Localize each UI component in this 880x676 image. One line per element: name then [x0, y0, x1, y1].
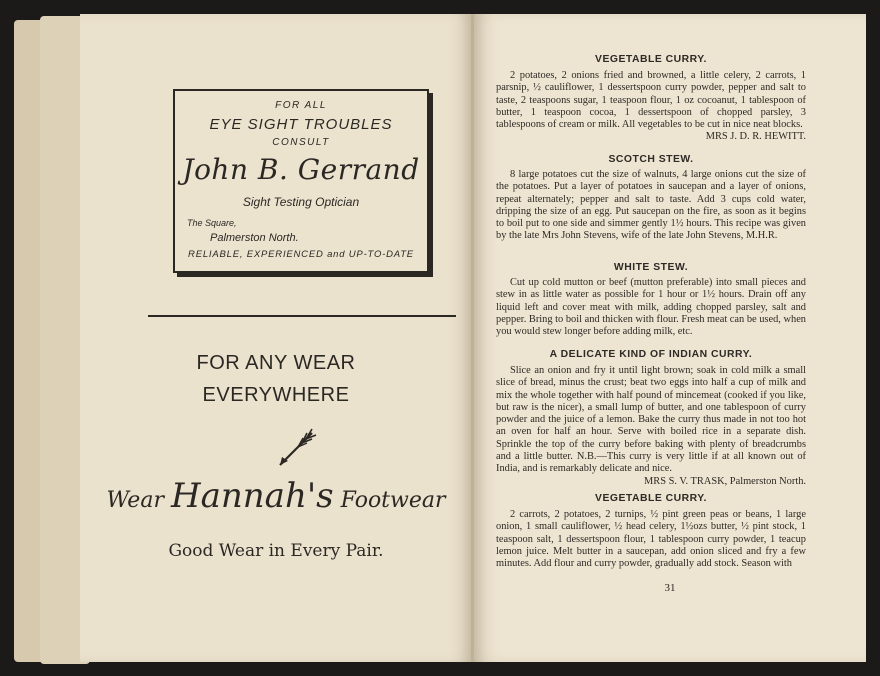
divider-rule: [148, 315, 456, 317]
ad-line-eye-sight: EYE SIGHT TROUBLES: [209, 116, 393, 133]
recipe-text: 2 carrots, 2 potatoes, 2 turnips, ½ pint green peas or beans, 1 large onion, 1 small cauliflower, ½ head celery, 1½ozs butter, ½ pint stock, 1 teaspoon salt, 1 dessertspoon flour, 1 tablespoon curry powder, 1 teacup lemon juice. Melt butter in a saucepan, add onion sliced and fry a few minutes. Add flour and curry powder, gradually add stock. Season with: [496, 509, 806, 570]
recipe-credit: MRS J. D. R. HEWITT.: [705, 131, 806, 143]
footwear-slogan: Good Wear in Every Pair.: [168, 541, 384, 561]
recipe-title: VEGETABLE CURRY.: [595, 54, 707, 65]
arrow-icon: [276, 427, 318, 474]
footwear-brand-line: [80, 476, 472, 516]
recipe-body: [496, 169, 806, 243]
recipe-body: [496, 70, 806, 144]
recipe-body: [496, 277, 806, 338]
footwear-ad-line1: FOR ANY WEAR: [196, 352, 356, 374]
wear-suffix: Footwear: [333, 488, 446, 513]
optician-name: John B. Gerrand: [182, 153, 420, 186]
ad-line-consult: CONSULT: [272, 137, 330, 148]
ad-line-for-all: FOR ALL: [275, 100, 327, 111]
recipe-title: SCOTCH STEW.: [608, 154, 694, 165]
optician-ad: [173, 89, 429, 273]
recipe-body: [496, 509, 806, 570]
recipe-text: 8 large potatoes cut the size of walnuts, 4 large onions cut the size of the potatoes. Put a layer of potatoes in saucepan and a layer of onions, repeat alternately; pepper and salt to taste. Add 3 cups cold water, dripping the size of an egg. Put saucepan on the fire, as soon as it begins to boil put to one side and simmer gently 1½ hours. This recipe was given by the late Mrs John Stevens, wife of the late John Stevens, M.H.R.: [496, 169, 806, 242]
page-number: 31: [664, 582, 676, 594]
recipe-title: VEGETABLE CURRY.: [595, 493, 707, 504]
recipe-credit: MRS S. V. TRASK, Palmerston North.: [644, 475, 806, 487]
optician-address-line1: The Square,: [187, 218, 237, 228]
recipe-text: Cut up cold mutton or beef (mutton preferable) into small pieces and stew in as little water as possible for 1 hour or 1½ hours. Drain off any liquid left and cover meat with milk, adding chopped parsley, salt and pepper. Bring to boil and thicken with flour. Fresh meat can be used, when you would stew longer before adding milk, etc.: [496, 277, 806, 338]
brand-name: Hannah's: [170, 476, 334, 516]
optician-title: Sight Testing Optician: [242, 195, 360, 209]
recipe-title: WHITE STEW.: [613, 262, 689, 273]
optician-address-line2: Palmerston North.: [210, 232, 299, 244]
left-page: [80, 14, 472, 662]
recipe-text: Slice an onion and fry it until light brown; soak in cold milk a small slice of bread, minus the crust; beat two eggs into half a cup of milk and mix the whole together with half pound of mincemeat (cooked if you like, but raw is the nicer), a small lump of butter, and one tablespoon of curry powder and the juice of a lemon. Bake the curry thus made in not too hot an oven for half an hour. Serve with boiled rice in a separate dish. Sprinkle the top of the curry before baking with plenty of breadcrumbs and a little butter. N.B.—This curry is very little if at all known out of India, and is remarkably delicate and nice.: [496, 365, 806, 475]
footwear-ad-line2: EVERYWHERE: [202, 384, 350, 406]
optician-tagline: RELIABLE, EXPERIENCED and UP-TO-DATE: [188, 249, 414, 260]
right-page: [474, 14, 866, 662]
recipe-text: 2 potatoes, 2 onions fried and browned, a little celery, 2 carrots, 1 parsnip, ½ cauliflower, 1 dessertspoon curry powder, pepper and salt to taste, 2 teaspoons sugar, 1 teaspoon flour, 1 oz cocoanut, 1 tablespoon of butter, 1 teaspoon cocoa, 1 dessertspoon of chopped parsley, 3 tablespoons of cream or milk. All vegetables to be cut in nice neat blocks.: [496, 70, 806, 131]
recipe-title: A DELICATE KIND OF INDIAN CURRY.: [549, 349, 753, 360]
recipe-body: [496, 365, 806, 488]
wear-prefix: Wear: [106, 488, 171, 513]
